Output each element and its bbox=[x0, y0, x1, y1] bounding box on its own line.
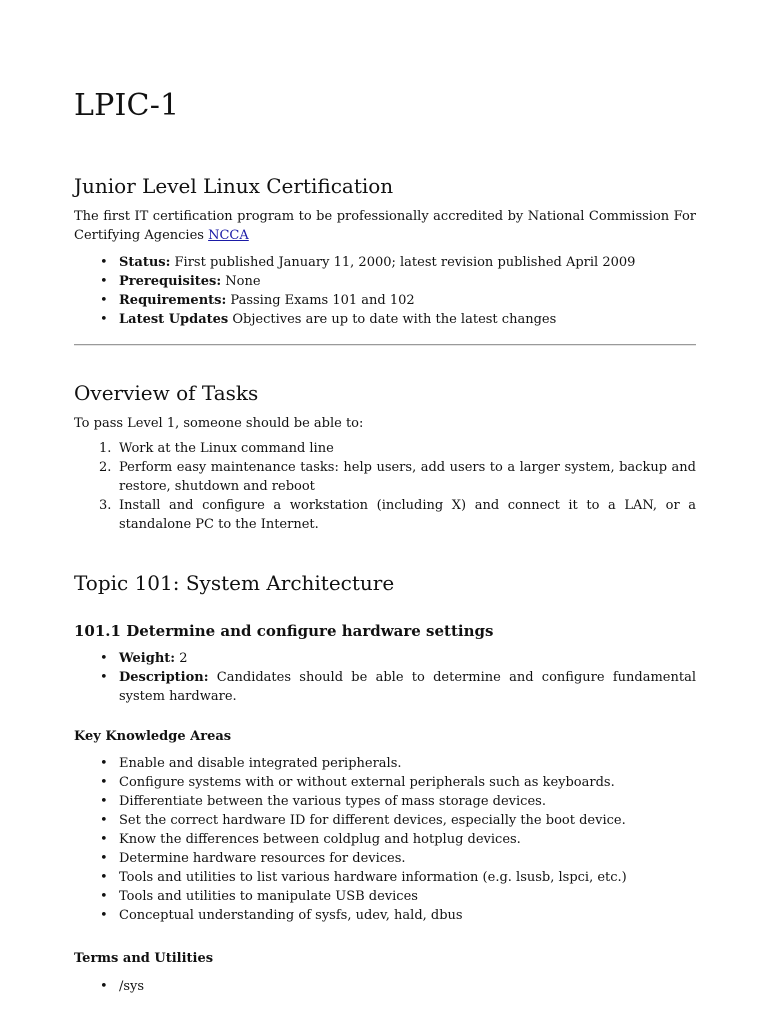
section-heading-certification: Junior Level Linux Certification bbox=[74, 174, 394, 198]
list-item: • Tools and utilities to manipulate USB devices bbox=[74, 887, 696, 906]
fact-value: First published January 11, 2000; latest revision published April 2009 bbox=[170, 255, 636, 270]
list-item bbox=[74, 272, 696, 291]
detail-label: Description: bbox=[119, 670, 209, 685]
fact-label: Status: bbox=[119, 255, 171, 270]
ncca-link[interactable]: NCCA bbox=[208, 228, 249, 243]
list-item bbox=[74, 253, 696, 272]
horizontal-divider bbox=[74, 344, 696, 346]
list-item: • Set the correct hardware ID for different devices, especially the boot device. bbox=[74, 811, 696, 830]
task-number: 3. bbox=[99, 498, 112, 513]
list-item: • /sys bbox=[74, 977, 696, 996]
list-item bbox=[74, 291, 696, 310]
task-text: Install and configure a workstation (including X) and connect it to a LAN, or a standalone PC to the Internet. bbox=[119, 498, 696, 532]
list-item: • Conceptual understanding of sysfs, udev, hald, dbus bbox=[74, 906, 696, 925]
terms-list bbox=[74, 977, 696, 996]
task-number: 2. bbox=[99, 460, 112, 475]
fact-label: Requirements: bbox=[119, 293, 227, 308]
task-text: Perform easy maintenance tasks: help users, add users to a larger system, backup and restore, shutdown and reboot bbox=[119, 460, 696, 494]
objective-details-list bbox=[74, 649, 696, 706]
list-item bbox=[74, 649, 696, 668]
list-item: • Know the differences between coldplug and hotplug devices. bbox=[74, 830, 696, 849]
overview-intro: To pass Level 1, someone should be able to: bbox=[74, 416, 364, 431]
detail-value: Candidates should be able to determine and configure fundamental system hardware. bbox=[119, 670, 696, 704]
list-item: • Enable and disable integrated peripherals. bbox=[74, 754, 696, 773]
list-item bbox=[74, 458, 696, 496]
section-heading-overview: Overview of Tasks bbox=[74, 381, 259, 405]
certification-intro bbox=[74, 207, 696, 245]
certification-facts-list bbox=[74, 253, 696, 329]
key-knowledge-heading: Key Knowledge Areas bbox=[74, 729, 232, 744]
fact-value: Passing Exams 101 and 102 bbox=[226, 293, 415, 308]
list-item bbox=[74, 439, 696, 458]
list-item bbox=[74, 496, 696, 534]
list-item: • Tools and utilities to list various hardware information (e.g. lsusb, lspci, etc.) bbox=[74, 868, 696, 887]
fact-value: None bbox=[221, 274, 261, 289]
topic-heading: Topic 101: System Architecture bbox=[74, 571, 395, 595]
task-text: Work at the Linux command line bbox=[119, 441, 334, 456]
task-list bbox=[74, 439, 696, 534]
fact-label: Prerequisites: bbox=[119, 274, 222, 289]
list-item bbox=[74, 668, 696, 706]
key-knowledge-list bbox=[74, 754, 696, 925]
objective-heading: 101.1 Determine and configure hardware settings bbox=[74, 622, 494, 640]
list-item: • Determine hardware resources for devices. bbox=[74, 849, 696, 868]
list-item bbox=[74, 310, 696, 329]
fact-label: Latest Updates bbox=[119, 312, 229, 327]
detail-value: 2 bbox=[175, 651, 188, 666]
list-item: • Configure systems with or without external peripherals such as keyboards. bbox=[74, 773, 696, 792]
detail-label: Weight: bbox=[119, 651, 176, 666]
terms-heading: Terms and Utilities bbox=[74, 951, 214, 966]
task-number: 1. bbox=[99, 441, 112, 456]
fact-value: Objectives are up to date with the latest changes bbox=[228, 312, 557, 327]
list-item: • Differentiate between the various types of mass storage devices. bbox=[74, 792, 696, 811]
intro-text: The first IT certification program to be professionally accredited by National Commission For Certifying Agencies bbox=[74, 209, 696, 243]
document-title: LPIC-1 bbox=[74, 88, 180, 123]
